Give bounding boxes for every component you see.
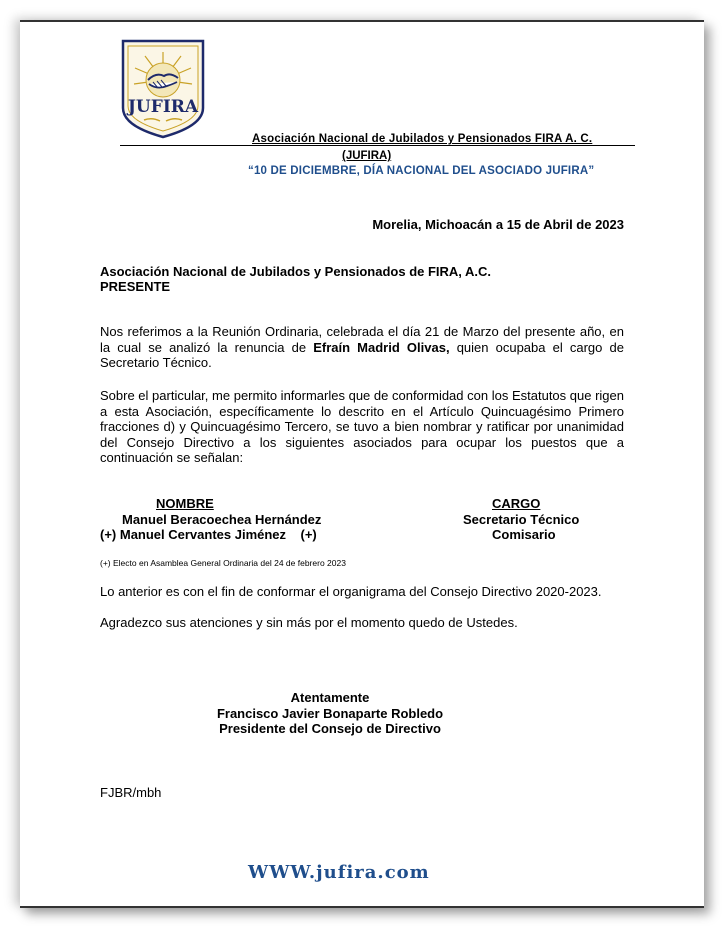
addressee bbox=[100, 264, 491, 294]
salutation: Atentamente bbox=[290, 690, 370, 705]
appointment-row-1-position: Secretario Técnico bbox=[463, 512, 580, 527]
website-link[interactable]: WWW.jufira.com bbox=[248, 862, 430, 883]
resigned-person-name: Efraín Madrid Olivas, bbox=[313, 339, 450, 355]
signature-block bbox=[180, 690, 480, 737]
appointment-row-2-name: (+) Manuel Cervantes Jiménez (+) bbox=[100, 527, 317, 542]
document-page bbox=[20, 20, 704, 908]
paragraph-2: Sobre el particular, me permito informarles que de conformidad con los Estatutos que rigen a esta Asociación, específicamente lo descrito en el Artículo Quincuagésimo Primero fracciones d) y Quincuagésimo Tercero, se tuvo a bien nombrar y ratificar por unanimidad del Consejo Directivo a los siguientes asociados para ocupar los puestos que a continuación se señalan: bbox=[100, 388, 624, 465]
column-header-position: CARGO bbox=[492, 496, 541, 511]
paragraph-1-text-b: quien ocupaba el cargo de Secretario Técnico. bbox=[100, 339, 624, 370]
appointment-row-2-position: Comisario bbox=[492, 527, 556, 542]
signer-name: Francisco Javier Bonaparte Robledo bbox=[216, 705, 444, 721]
svg-text:JUFIRA: JUFIRA bbox=[127, 97, 199, 117]
jufira-logo-icon bbox=[120, 38, 206, 140]
date-line: Morelia, Michoacán a 15 de Abril de 2023 bbox=[372, 217, 624, 232]
signer-title: Presidente del Consejo de Directivo bbox=[219, 721, 441, 736]
thanks-line: Agradezco sus atenciones y sin más por el momento quedo de Ustedes. bbox=[100, 615, 518, 630]
purpose-line: Lo anterior es con el fin de conformar el organigrama del Consejo Directivo 2020-2023. bbox=[100, 584, 602, 599]
header-divider bbox=[120, 145, 635, 146]
appointment-row-1-name: Manuel Beracoechea Hernández bbox=[122, 512, 322, 527]
header-slogan: “10 DE DICIEMBRE, DÍA NACIONAL DEL ASOCIADO JUFIRA” bbox=[248, 165, 595, 177]
paragraph-1 bbox=[100, 324, 624, 371]
header-title: Asociación Nacional de Jubilados y Pensionados FIRA A. C. bbox=[252, 133, 593, 145]
header-subtitle: (JUFIRA) bbox=[342, 150, 392, 162]
paragraph-1-text-a: Nos referimos a la Reunión Ordinaria, celebrada el día 21 de Marzo del presente año, en la cual se analizó la renuncia de bbox=[100, 324, 624, 355]
column-header-name: NOMBRE bbox=[156, 496, 214, 511]
addressee-presente: PRESENTE bbox=[100, 279, 171, 294]
reference-initials: FJBR/mbh bbox=[100, 785, 162, 800]
addressee-organization: Asociación Nacional de Jubilados y Pensionados de FIRA, A.C. bbox=[100, 264, 492, 279]
footnote: (+) Electo en Asamblea General Ordinaria del 24 de febrero 2023 bbox=[100, 558, 346, 568]
